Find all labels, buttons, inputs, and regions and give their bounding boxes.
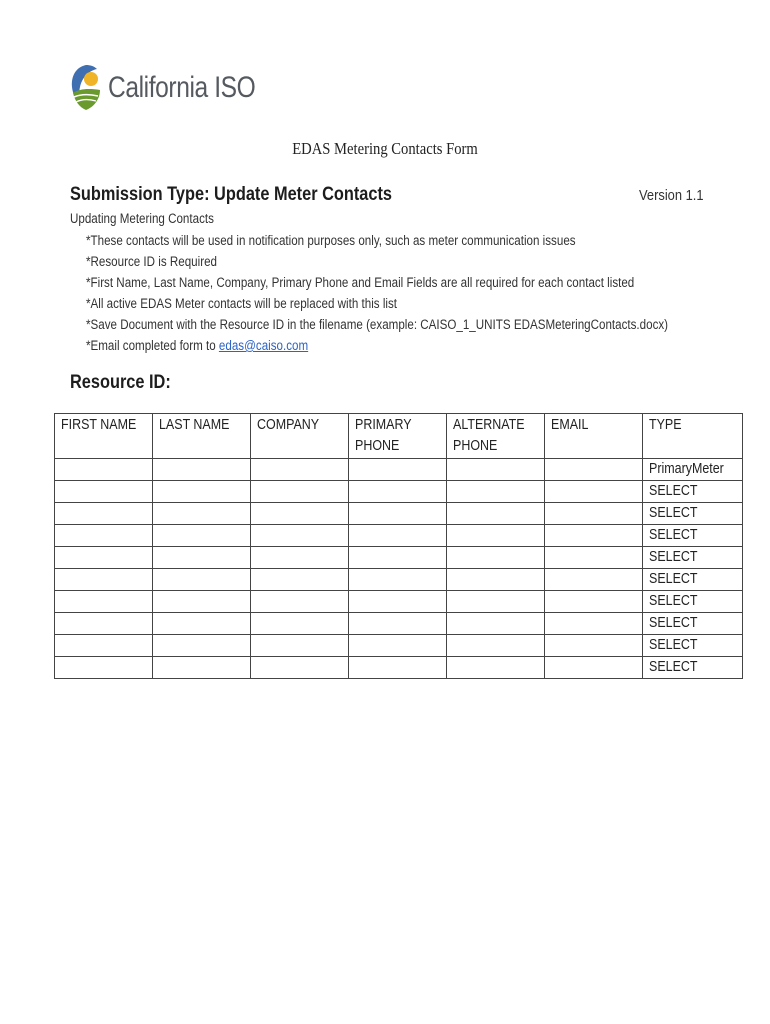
- form-title: EDAS Metering Contacts Form: [292, 139, 478, 158]
- cell-primary-phone[interactable]: [349, 657, 447, 679]
- column-header-email: EMAIL: [545, 414, 643, 459]
- cell-primary-phone[interactable]: [349, 481, 447, 503]
- table-row: [55, 481, 743, 503]
- cell-last-name[interactable]: [153, 503, 251, 525]
- version-label: Version 1.1: [639, 187, 704, 204]
- cell-first-name[interactable]: [55, 657, 153, 679]
- cell-type[interactable]: SELECT: [643, 481, 743, 503]
- cell-alternate-phone[interactable]: [447, 657, 545, 679]
- cell-company[interactable]: [251, 613, 349, 635]
- cell-type[interactable]: SELECT: [643, 657, 743, 679]
- cell-email[interactable]: [545, 635, 643, 657]
- cell-first-name[interactable]: [55, 503, 153, 525]
- column-header-company: COMPANY: [251, 414, 349, 459]
- cell-primary-phone[interactable]: [349, 569, 447, 591]
- cell-type[interactable]: SELECT: [643, 613, 743, 635]
- cell-company[interactable]: [251, 547, 349, 569]
- email-link[interactable]: edas@caiso.com: [218, 338, 309, 353]
- resource-id-label: Resource ID:: [70, 372, 171, 393]
- cell-last-name[interactable]: [153, 635, 251, 657]
- cell-email[interactable]: [545, 657, 643, 679]
- cell-last-name[interactable]: [153, 613, 251, 635]
- cell-company[interactable]: [251, 635, 349, 657]
- logo-wordmark: California ISO: [108, 71, 256, 104]
- table-row: [55, 613, 743, 635]
- cell-last-name[interactable]: [153, 481, 251, 503]
- california-iso-logo: [70, 62, 288, 114]
- cell-type[interactable]: SELECT: [643, 503, 743, 525]
- instruction-item: *Resource ID is Required: [86, 254, 218, 269]
- cell-email[interactable]: [545, 481, 643, 503]
- cell-email[interactable]: [545, 503, 643, 525]
- cell-type[interactable]: SELECT: [643, 591, 743, 613]
- cell-last-name[interactable]: [153, 525, 251, 547]
- column-header-last-name: LAST NAME: [153, 414, 251, 459]
- cell-type[interactable]: SELECT: [643, 525, 743, 547]
- cell-alternate-phone[interactable]: [447, 459, 545, 481]
- cell-company[interactable]: [251, 657, 349, 679]
- instruction-item: *All active EDAS Meter contacts will be replaced with this list: [86, 296, 398, 311]
- cell-company[interactable]: [251, 569, 349, 591]
- cell-email[interactable]: [545, 613, 643, 635]
- cell-email[interactable]: [545, 459, 643, 481]
- cell-company[interactable]: [251, 459, 349, 481]
- table-row: [55, 657, 743, 679]
- cell-first-name[interactable]: [55, 569, 153, 591]
- cell-last-name[interactable]: [153, 547, 251, 569]
- cell-first-name[interactable]: [55, 547, 153, 569]
- cell-email[interactable]: [545, 569, 643, 591]
- cell-alternate-phone[interactable]: [447, 503, 545, 525]
- email-instruction-text: *Email completed form to: [86, 338, 219, 353]
- cell-company[interactable]: [251, 503, 349, 525]
- intro-text: Updating Metering Contacts: [70, 211, 214, 226]
- cell-first-name[interactable]: [55, 481, 153, 503]
- cell-type[interactable]: SELECT: [643, 569, 743, 591]
- cell-primary-phone[interactable]: [349, 459, 447, 481]
- table-row: [55, 547, 743, 569]
- cell-first-name[interactable]: [55, 591, 153, 613]
- instruction-item: *These contacts will be used in notification purposes only, such as meter communication issues: [86, 233, 576, 248]
- cell-email[interactable]: [545, 525, 643, 547]
- cell-primary-phone[interactable]: [349, 503, 447, 525]
- column-header-type: TYPE: [643, 414, 743, 459]
- cell-alternate-phone[interactable]: [447, 591, 545, 613]
- table-row: [55, 569, 743, 591]
- table-row: [55, 591, 743, 613]
- cell-email[interactable]: [545, 547, 643, 569]
- instruction-item: *Save Document with the Resource ID in the filename (example: CAISO_1_UNITS EDASMeteringContacts.docx): [86, 317, 669, 332]
- instructions-list: [86, 232, 668, 358]
- cell-alternate-phone[interactable]: [447, 481, 545, 503]
- cell-alternate-phone[interactable]: [447, 613, 545, 635]
- table-row: [55, 503, 743, 525]
- cell-company[interactable]: [251, 481, 349, 503]
- column-header-primary-phone: PRIMARY PHONE: [349, 414, 447, 459]
- cell-company[interactable]: [251, 591, 349, 613]
- column-header-first-name: FIRST NAME: [55, 414, 153, 459]
- instruction-item: *First Name, Last Name, Company, Primary Phone and Email Fields are all required for each contact listed: [86, 275, 635, 290]
- cell-primary-phone[interactable]: [349, 591, 447, 613]
- cell-type[interactable]: PrimaryMeter: [643, 459, 743, 481]
- cell-primary-phone[interactable]: [349, 525, 447, 547]
- cell-alternate-phone[interactable]: [447, 547, 545, 569]
- cell-first-name[interactable]: [55, 525, 153, 547]
- cell-last-name[interactable]: [153, 569, 251, 591]
- instruction-item-email: [86, 337, 668, 358]
- cell-type[interactable]: SELECT: [643, 547, 743, 569]
- cell-type[interactable]: SELECT: [643, 635, 743, 657]
- california-iso-logo-icon: [70, 63, 102, 113]
- cell-primary-phone[interactable]: [349, 547, 447, 569]
- table-row: [55, 525, 743, 547]
- cell-first-name[interactable]: [55, 459, 153, 481]
- cell-primary-phone[interactable]: [349, 635, 447, 657]
- submission-type: Submission Type: Update Meter Contacts: [70, 184, 393, 205]
- table-header-row: [55, 414, 743, 459]
- table-row: [55, 459, 743, 481]
- cell-alternate-phone[interactable]: [447, 635, 545, 657]
- cell-last-name[interactable]: [153, 591, 251, 613]
- cell-first-name[interactable]: [55, 613, 153, 635]
- table-row: [55, 635, 743, 657]
- cell-last-name[interactable]: [153, 459, 251, 481]
- cell-alternate-phone[interactable]: [447, 569, 545, 591]
- cell-first-name[interactable]: [55, 635, 153, 657]
- cell-last-name[interactable]: [153, 657, 251, 679]
- cell-company[interactable]: [251, 525, 349, 547]
- column-header-alternate-phone: ALTERNATE PHONE: [447, 414, 545, 459]
- cell-alternate-phone[interactable]: [447, 525, 545, 547]
- contacts-table: [54, 413, 743, 679]
- cell-primary-phone[interactable]: [349, 613, 447, 635]
- cell-email[interactable]: [545, 591, 643, 613]
